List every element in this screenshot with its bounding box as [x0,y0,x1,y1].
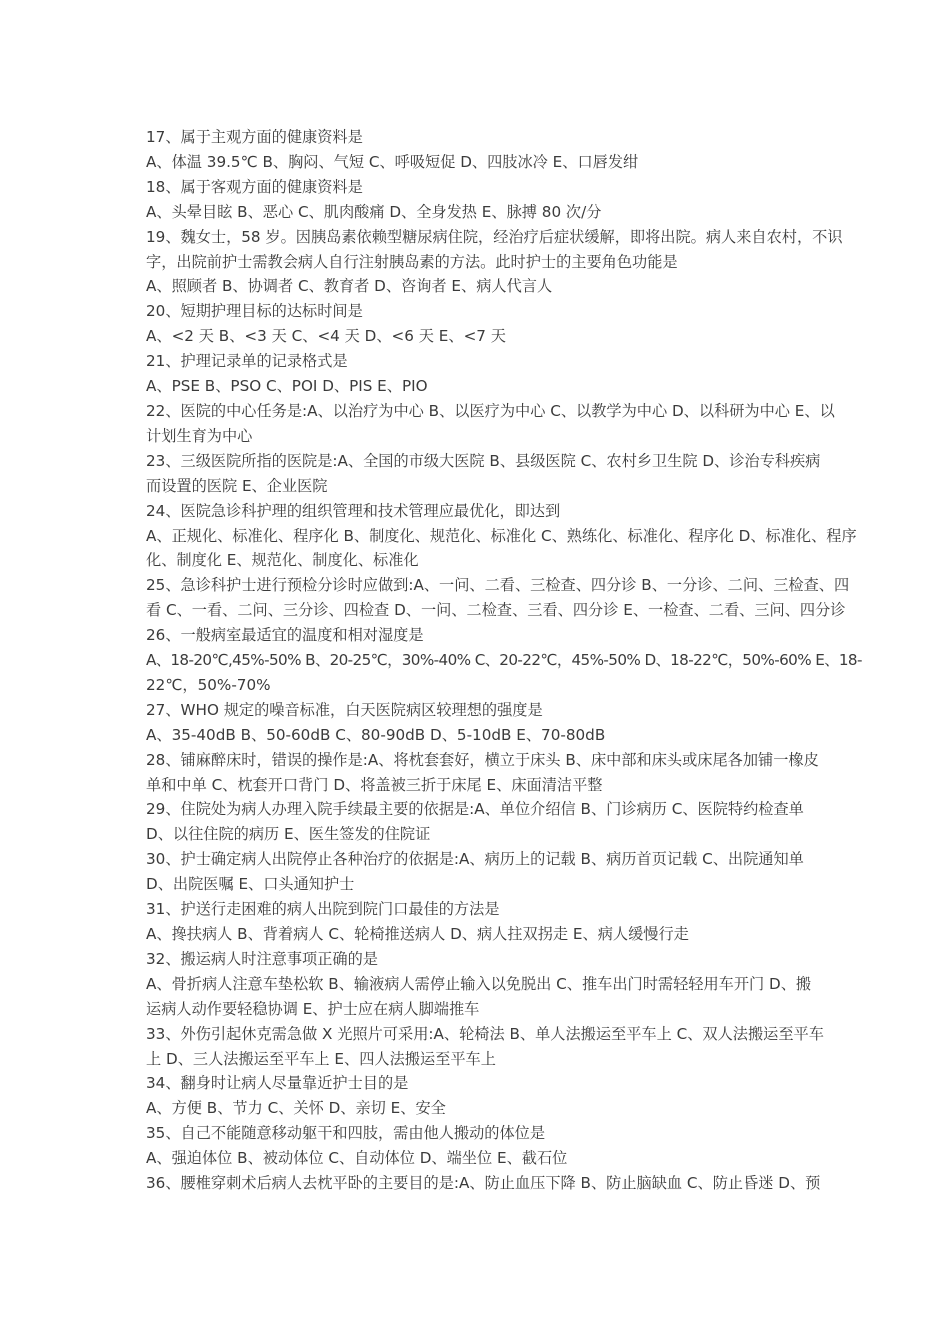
text-line: 运病人动作要轻稳协调 E、护士应在病人脚端推车 [146,999,480,1018]
text-line: 20、短期护理目标的达标时间是 [146,302,363,321]
text-line: 而设置的医院 E、企业医院 [146,476,328,495]
text-line: 上 D、三人法搬运至平车上 E、四人法搬运至平车上 [146,1049,496,1068]
text-line: 19、魏女士，58 岁。因胰岛素依赖型糖尿病住院，经治疗后症状缓解，即将出院。病人来自农村，不识 [146,227,843,246]
text-line: 字，出院前护士需教会病人自行注射胰岛素的方法。此时护士的主要角色功能是 [146,252,678,271]
text-line: 22℃，50%-70% [146,675,271,694]
text-line: A、PSE B、PSO C、POI D、PIS E、PIO [146,377,428,396]
text-line: 34、翻身时让病人尽量靠近护士目的是 [146,1074,409,1093]
text-line: 32、搬运病人时注意事项正确的是 [146,949,378,968]
text-line: 看 C、一看、二问、三分诊、四检查 D、一问、二检查、三看、四分诊 E、一检查、二看、三问、四分诊 [146,601,846,620]
text-line: 17、属于主观方面的健康资料是 [146,128,363,146]
text-line: A、体温 39.5℃ B、胸闷、气短 C、呼吸短促 D、四肢冰冷 E、口唇发绀 [146,152,639,171]
text-line: 26、一般病室最适宜的温度和相对湿度是 [146,626,424,645]
text-line: A、正规化、标准化、程序化 B、制度化、规范化、标准化 C、熟练化、标准化、程序化 D、标准化、程序 [146,526,857,545]
text-line: A、照顾者 B、协调者 C、教育者 D、咨询者 E、病人代言人 [146,277,553,296]
text-line: 28、铺麻醉床时，错误的操作是:A、将枕套套好，横立于床头 B、床中部和床头或床尾各加铺一橡皮 [146,750,819,769]
text-line: 化、制度化 E、规范化、制度化、标准化 [146,551,419,570]
text-line: 24、医院急诊科护理的组织管理和技术管理应最优化，即达到 [146,501,561,520]
text-line: 36、腰椎穿刺术后病人去枕平卧的主要目的是:A、防止血压下降 B、防止脑缺血 C、防止昏迷 D、预 [146,1174,821,1193]
text-line: A、<2 天 B、<3 天 C、<4 天 D、<6 天 E、<7 天 [146,327,506,346]
text-line: 35、自己不能随意移动躯干和四肢，需由他人搬动的体位是 [146,1124,546,1143]
text-line: A、方便 B、节力 C、关怀 D、亲切 E、安全 [146,1099,446,1118]
text-line: A、强迫体位 B、被动体位 C、自动体位 D、端坐位 E、截石位 [146,1149,568,1168]
text-line: 31、护送行走困难的病人出院到院门口最佳的方法是 [146,900,500,919]
text-line: 18、属于客观方面的健康资料是 [146,177,363,196]
text-line: 21、护理记录单的记录格式是 [146,352,348,371]
text-line: 23、三级医院所指的医院是:A、全国的市级大医院 B、县级医院 C、农村乡卫生院 D、诊治专科疾病 [146,451,821,470]
text-line: A、搀扶病人 B、背着病人 C、轮椅推送病人 D、病人拄双拐走 E、病人缓慢行走 [146,925,689,943]
text-line: 25、急诊科护士进行预检分诊时应做到:A、一问、二看、三检查、四分诊 B、一分诊、二问、三检查、四 [146,576,850,595]
text-line: D、以往住院的病历 E、医生签发的住院证 [146,825,431,844]
text-line: A、头晕目眩 B、恶心 C、肌肉酸痛 D、全身发热 E、脉搏 80 次/分 [146,202,602,221]
text-line: 单和中单 C、枕套开口背门 D、将盖被三折于床尾 E、床面清洁平整 [146,775,603,794]
text-line: 29、住院处为病人办理入院手续最主要的依据是:A、单位介绍信 B、门诊病历 C、医院特约检查单 [146,800,804,819]
text-line: A、骨折病人注意车垫松软 B、输液病人需停止输入以免脱出 C、推车出门时需轻轻用车开门 D、搬 [146,974,812,993]
text-line: 22、医院的中心任务是:A、以治疗为中心 B、以医疗为中心 C、以教学为中心 D、以科研为中心 E、以 [146,401,835,420]
text-line: A、18-20℃,45%-50% B、20-25℃，30%-40% C、20-22℃，45%-50% D、18-22℃，50%-60% E、18- [146,651,862,670]
text-line: 27、WHO 规定的噪音标准，白天医院病区较理想的强度是 [146,700,543,719]
text-line: D、出院医嘱 E、口头通知护士 [146,875,355,894]
text-line: 计划生育为中心 [146,426,253,445]
text-line: A、35-40dB B、50-60dB C、80-90dB D、5-10dB E、70-80dB [146,725,606,744]
text-line: 30、护士确定病人出院停止各种治疗的依据是:A、病历上的记载 B、病历首页记载 C、出院通知单 [146,850,804,869]
text-line: 33、外伤引起休克需急做 X 光照片可采用:A、轮椅法 B、单人法搬运至平车上 C、双人法搬运至平车 [146,1024,824,1043]
document-page [146,125,862,1196]
